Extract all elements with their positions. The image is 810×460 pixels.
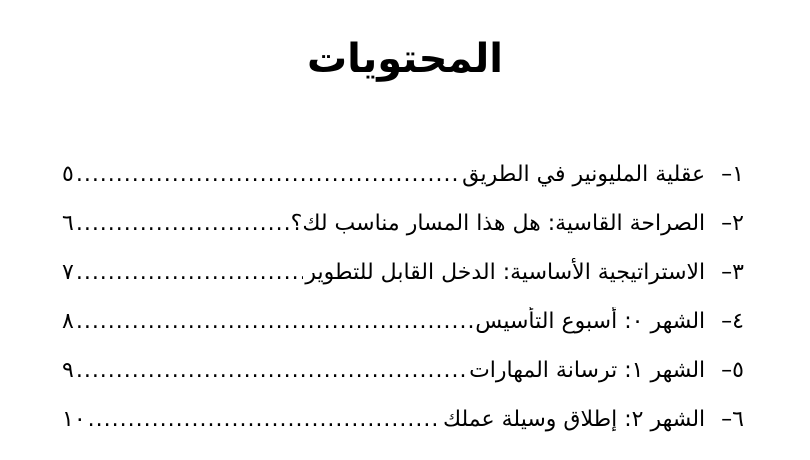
toc-entry-number: ٣– xyxy=(721,260,744,285)
toc-entry-label: عقلية المليونير في الطريق xyxy=(462,162,706,187)
toc-entry-6 xyxy=(62,405,744,454)
table-of-contents xyxy=(62,160,744,454)
toc-entry-label: الاستراتيجية الأساسية: الدخل القابل للتطوير xyxy=(305,260,706,285)
contents-title: المحتويات xyxy=(306,36,503,82)
dot-leader xyxy=(88,405,441,435)
toc-entry-number: ١– xyxy=(721,162,744,187)
toc-entry-page: ١٠ xyxy=(62,407,86,432)
toc-entry-label: الشهر ١: ترسانة المهارات xyxy=(469,358,706,383)
dot-leader xyxy=(76,209,289,239)
toc-entry-number: ٢– xyxy=(721,211,744,236)
toc-entry-page: ٧ xyxy=(62,260,74,285)
toc-entry-1 xyxy=(62,160,744,209)
toc-entry-label: الصراحة القاسية: هل هذا المسار مناسب لك؟ xyxy=(290,211,706,236)
toc-entry-page: ٥ xyxy=(62,162,74,187)
toc-entry-label: الشهر ٠: أسبوع التأسيس xyxy=(475,309,706,334)
toc-entry-label: الشهر ٢: إطلاق وسيلة عملك xyxy=(442,407,706,432)
dot-leader xyxy=(76,356,467,386)
dot-leader xyxy=(76,160,460,190)
toc-entry-2 xyxy=(62,209,744,258)
toc-entry-page: ٨ xyxy=(62,309,74,334)
toc-entry-3 xyxy=(62,258,744,307)
toc-entry-4 xyxy=(62,307,744,356)
dot-leader xyxy=(76,307,473,337)
toc-entry-number: ٤– xyxy=(721,309,744,334)
toc-entry-number: ٦– xyxy=(721,407,744,432)
toc-entry-page: ٩ xyxy=(62,358,74,383)
toc-entry-5 xyxy=(62,356,744,405)
toc-entry-page: ٦ xyxy=(62,211,74,236)
dot-leader xyxy=(76,258,304,288)
toc-entry-number: ٥– xyxy=(721,358,744,383)
